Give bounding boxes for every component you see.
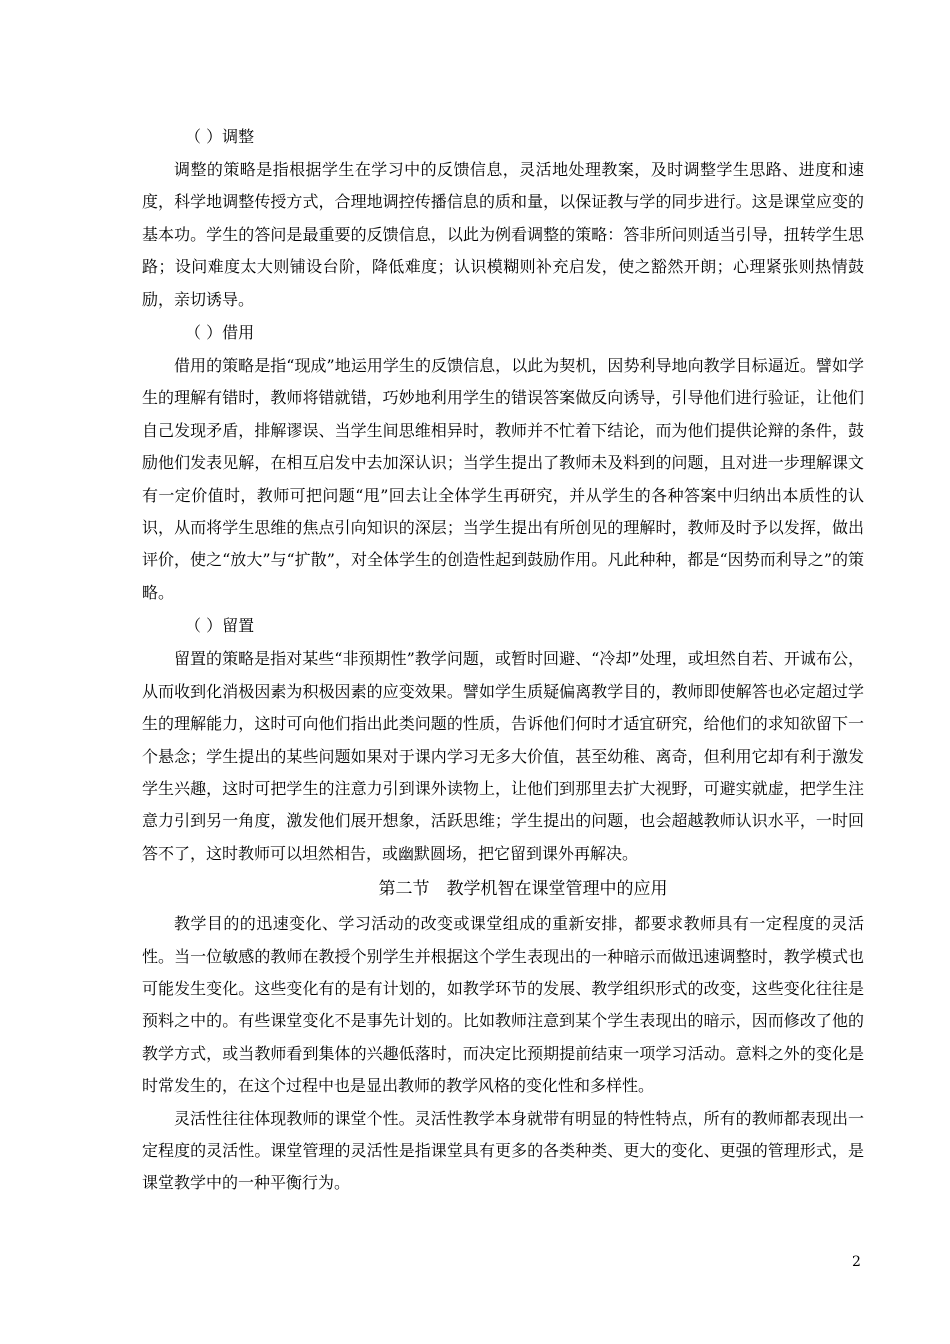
paragraph-flexibility-1: 教学目的的迅速变化、学习活动的改变或课堂组成的重新安排，都要求教师具有一定程度的灵活性。当一位敏感的教师在教授个别学生并根据这个学生表现出的一种暗示而做迅速调整时，教学模式也可能发生变化。这些变化有的是有计划的，如教学环节的发展、教学组织形式的改变，这些变化往往是预料之中的。有些课堂变化不是事先计划的。比如教师注意到某个学生表现出的暗示，因而修改了他的教学方式，或当教师看到集体的兴趣低落时，而决定比预期提前结束一项学习活动。意料之外的变化是时常发生的，在这个过程中也是显出教师的教学风格的变化性和多样性。 xyxy=(142,914,864,1096)
page-number: 2 xyxy=(852,1254,861,1270)
paragraph-borrow: 借用的策略是指“现成”地运用学生的反馈信息，以此为契机，因势利导地向教学目标逼近。譬如学生的理解有错时，教师将错就错，巧妙地利用学生的错误答案做反向诱导，引导他们进行验证，让他们自己发现矛盾，排解谬误、当学生间思维相异时，教师并不忙着下结论，而为他们提供论辩的条件，鼓励他们发表见解，在相互启发中去加深认识；当学生提出了教师未及料到的问题，且对进一步理解课文有一定价值时，教师可把问题“甩”回去让全体学生再研究，并从学生的各种答案中归纳出本质性的认识，从而将学生思维的焦点引向知识的深层；当学生提出有所创见的理解时，教师及时予以发挥，做出评价，使之“放大”与“扩散”，对全体学生的创造性起到鼓励作用。凡此种种，都是“因势而利导之”的策略。 xyxy=(142,356,864,602)
subheading-defer: （ ）留置 xyxy=(185,616,255,636)
subheading-adjust: （ ）调整 xyxy=(185,127,255,146)
paragraph-adjust: 调整的策略是指根据学生在学习中的反馈信息，灵活地处理教案，及时调整学生思路、进度和速度，科学地调整传授方式，合理地调控传播信息的质和量，以保证教与学的同步进行。这是课堂应变的基本功。学生的答问是最重要的反馈信息，以此为例看调整的策略：答非所问则适当引导，扭转学生思路；设问难度太大则铺设台阶，降低难度；认识模糊则补充启发，使之豁然开朗；心理紧张则热情鼓励，亲切诱导。 xyxy=(142,160,864,309)
paragraph-defer: 留置的策略是指对某些“非预期性”教学问题，或暂时回避、“冷却”处理，或坦然自若、开诚布公，从而收到化消极因素为积极因素的应变效果。譬如学生质疑偏离教学目的，教师即使解答也必定超过学生的理解能力，这时可向他们指出此类问题的性质，告诉他们何时才适宜研究，给他们的求知欲留下一个悬念；学生提出的某些问题如果对于课内学习无多大价值，甚至幼稚、离奇，但利用它却有利于激发学生兴趣，这时可把学生的注意力引到课外读物上，让他们到那里去扩大视野，可避实就虚，把学生注意力引到另一角度，激发他们展开想象，活跃思维；学生提出的问题，也会超越教师认识水平，一时回答不了，这时教师可以坦然相告，或幽默圆场，把它留到课外再解决。 xyxy=(142,649,864,863)
section-title: 第二节 教学机智在课堂管理中的应用 xyxy=(378,879,668,900)
page-content xyxy=(142,120,864,1200)
paragraph-flexibility-2: 灵活性往往体现教师的课堂个性。灵活性教学本身就带有明显的特性特点，所有的教师都表现出一定程度的灵活性。课堂管理的灵活性是指课堂具有更多的各类种类、更大的变化、更强的管理形式，是课堂教学中的一种平衡行为。 xyxy=(142,1108,864,1193)
subheading-borrow: （ ）借用 xyxy=(185,323,255,343)
